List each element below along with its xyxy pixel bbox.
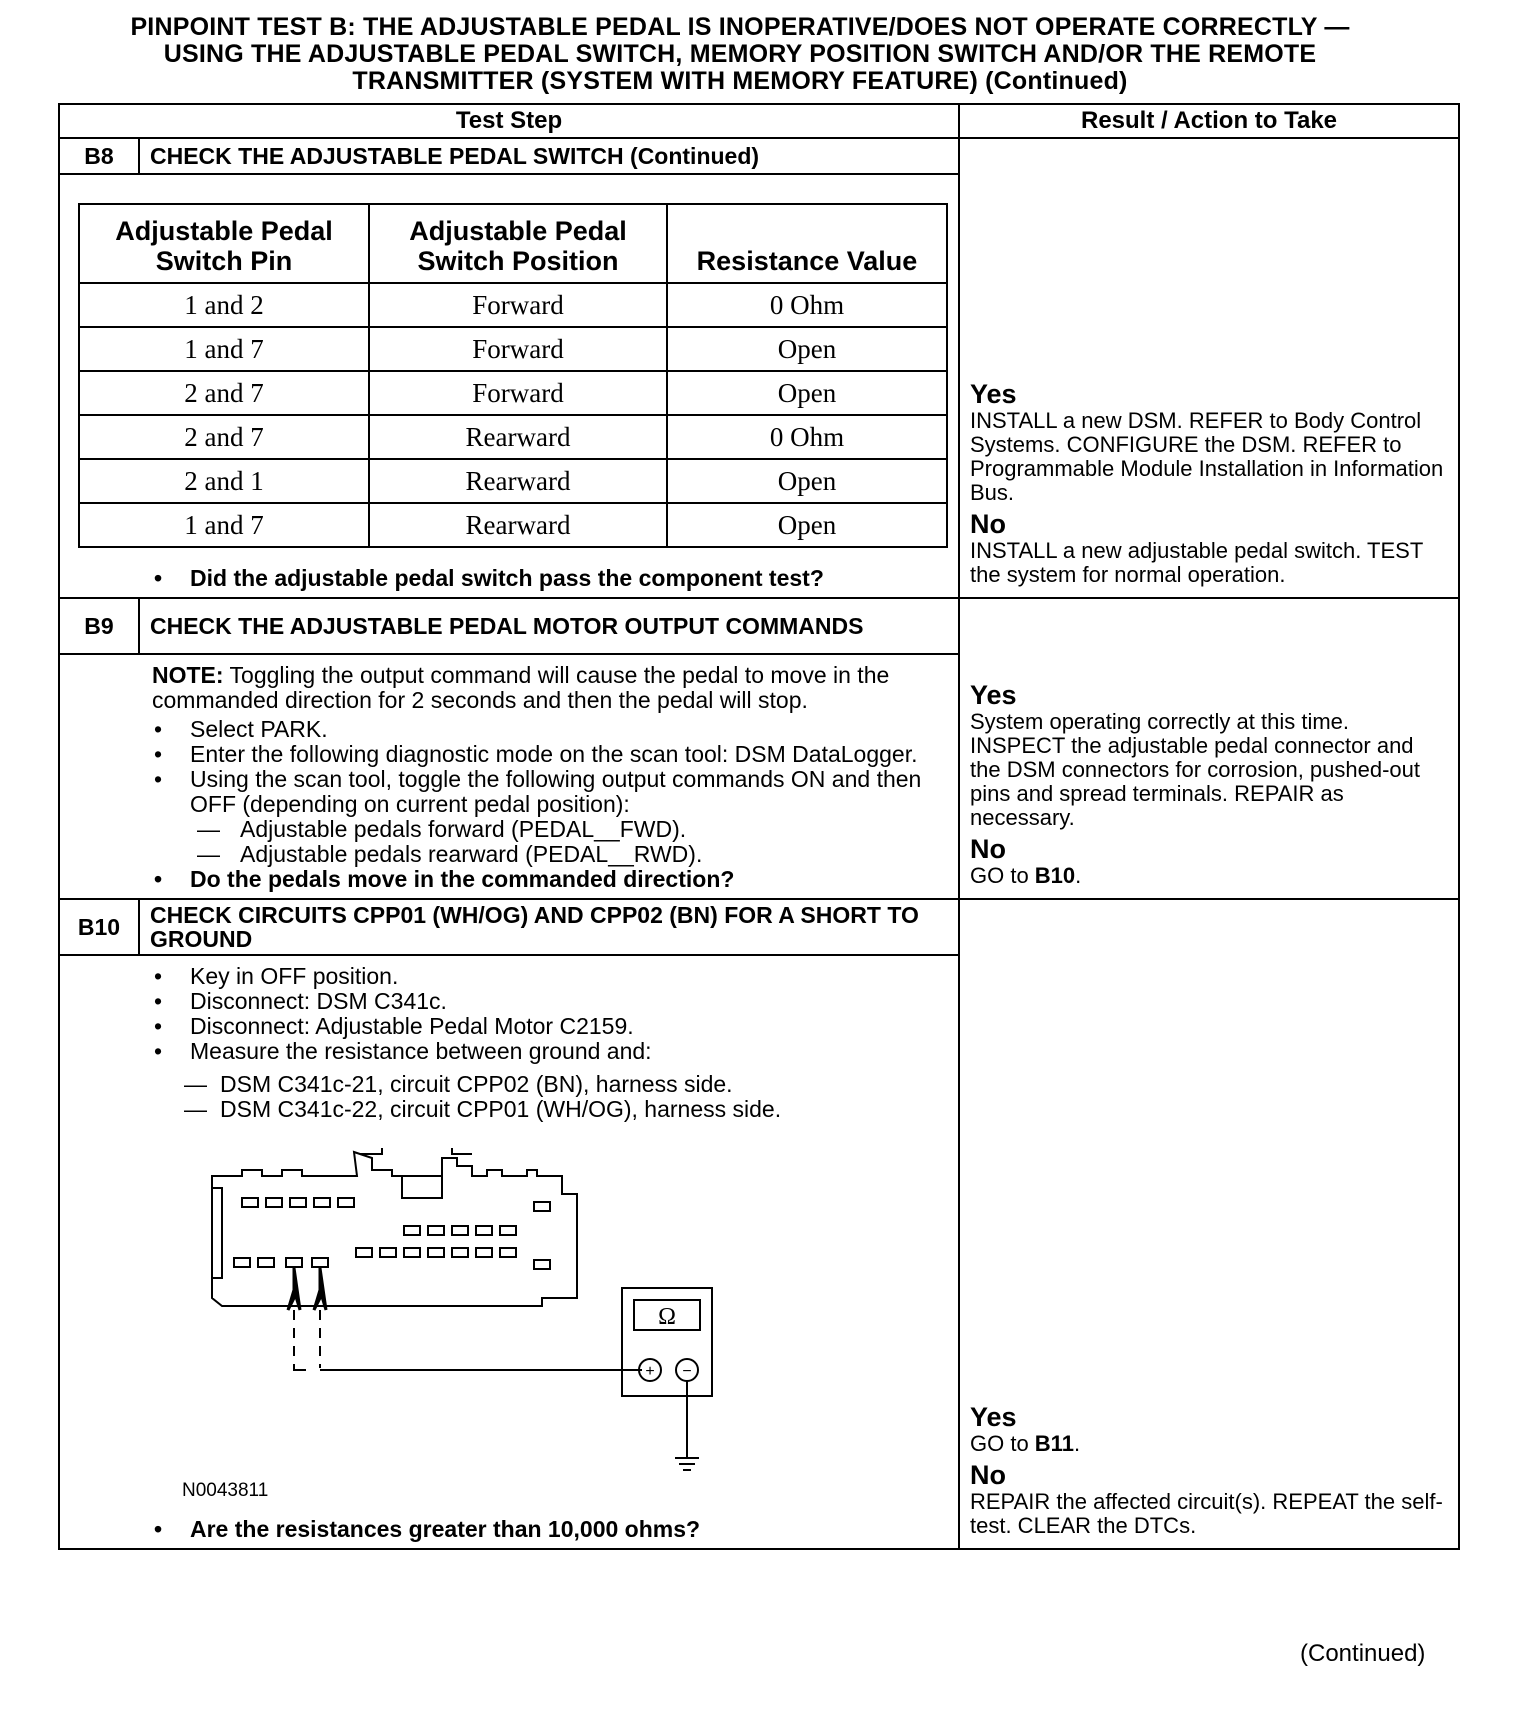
position-cell: Forward: [369, 327, 667, 371]
pin-cell: 2 and 1: [79, 459, 369, 503]
yes-text-b10-prefix: GO to: [970, 1431, 1035, 1456]
no-text-b9-prefix: GO to: [970, 863, 1035, 888]
b10-bullet-3: • Disconnect: Adjustable Pedal Motor C2159.: [152, 1014, 946, 1039]
position-cell: Forward: [369, 371, 667, 415]
b8-question-list: [152, 566, 946, 591]
ohm-symbol: Ω: [658, 1304, 676, 1330]
resistance-cell: Open: [667, 503, 947, 547]
pin-cell: 2 and 7: [79, 371, 369, 415]
position-cell: Rearward: [369, 503, 667, 547]
b10-bullet-list: [152, 964, 946, 1064]
step-body-b10: [59, 955, 959, 1549]
col-header-pin: Adjustable Pedal Switch Pin: [79, 204, 369, 283]
no-text-b10: REPAIR the affected circuit(s). REPEAT the self-test. CLEAR the DTCs.: [970, 1489, 1443, 1538]
step-b10-title-row: [59, 899, 1459, 955]
title-line-1: PINPOINT TEST B: THE ADJUSTABLE PEDAL IS INOPERATIVE/DOES NOT OPERATE CORRECTLY —: [130, 13, 1350, 41]
no-text-b9-ref: B10: [1034, 863, 1076, 888]
b9-bullet-3: • Using the scan tool, toggle the following output commands ON and then OFF (depending on current pedal position):: [152, 767, 946, 817]
pin-cell: 1 and 7: [79, 503, 369, 547]
table-row: [79, 459, 947, 503]
yes-label-b10: Yes: [970, 1402, 1017, 1432]
plus-symbol: +: [645, 1363, 655, 1380]
b9-bullet-list: [152, 717, 946, 892]
b10-bullet-2: • Disconnect: DSM C341c.: [152, 989, 946, 1014]
b10-dash-list: [152, 1072, 946, 1122]
lead-to-meter: [294, 1368, 642, 1370]
question-b10: • Are the resistances greater than 10,000 ohms?: [152, 1517, 946, 1542]
switch-table-header: [79, 204, 947, 283]
result-b8: [959, 138, 1459, 598]
step-title-b10: CHECK CIRCUITS CPP01 (WH/OG) AND CPP02 (BN) FOR A SHORT TO GROUND: [139, 899, 959, 955]
pin-cell: 2 and 7: [79, 415, 369, 459]
header-result: Result / Action to Take: [959, 104, 1459, 138]
step-b8-title-row: [59, 138, 1459, 174]
pin-cell: 1 and 7: [79, 327, 369, 371]
b10-bullet-4: • Measure the resistance between ground and:: [152, 1039, 946, 1064]
switch-resistance-table: [78, 203, 948, 548]
no-label-b8: No: [970, 509, 1006, 539]
probe-1: [288, 1268, 300, 1310]
b9-dash-2: — Adjustable pedals rearward (PEDAL__RWD).: [152, 842, 946, 867]
left-ridge: [212, 1188, 222, 1278]
step-number-b10: B10: [59, 899, 139, 955]
yes-text-b10-suffix: .: [1073, 1431, 1081, 1456]
step-body-b9: [59, 654, 959, 899]
no-text-b8: INSTALL a new adjustable pedal switch. TEST the system for normal operation.: [970, 538, 1423, 587]
step-title-b8: CHECK THE ADJUSTABLE PEDAL SWITCH (Continued): [139, 138, 959, 174]
probe-2: [314, 1268, 326, 1310]
title-line-2: USING THE ADJUSTABLE PEDAL SWITCH, MEMORY POSITION SWITCH AND/OR THE REMOTE: [163, 40, 1317, 68]
b10-dash-1: — DSM C341c-21, circuit CPP02 (BN), harness side.: [152, 1072, 946, 1097]
resistance-cell: Open: [667, 371, 947, 415]
yes-label-b9: Yes: [970, 680, 1017, 710]
connector-latch: [360, 1148, 472, 1154]
table-header-row: [59, 104, 1459, 138]
yes-text-b8: INSTALL a new DSM. REFER to Body Control Systems. CONFIGURE the DSM. REFER to Programmable Module Installation in Information Bus.: [970, 408, 1444, 505]
no-text-b9: [970, 864, 1448, 888]
position-cell: Rearward: [369, 459, 667, 503]
resistance-cell: 0 Ohm: [667, 283, 947, 327]
step-number-b9: B9: [59, 598, 139, 654]
no-text-b9-suffix: .: [1075, 863, 1082, 888]
minus-symbol: −: [682, 1363, 692, 1380]
question-b8: • Did the adjustable pedal switch pass the component test?: [152, 566, 946, 591]
note-label: NOTE:: [152, 662, 224, 688]
yes-text-b10-ref: B11: [1034, 1431, 1074, 1456]
b9-bullet-2: • Enter the following diagnostic mode on the scan tool: DSM DataLogger.: [152, 742, 946, 767]
note-b9: [152, 663, 946, 713]
step-title-b9: CHECK THE ADJUSTABLE PEDAL MOTOR OUTPUT COMMANDS: [139, 598, 959, 654]
table-row: [79, 371, 947, 415]
question-b9: • Do the pedals move in the commanded direction?: [152, 867, 946, 892]
connector-ohmmeter-diagram: [182, 1148, 742, 1448]
yes-text-b10: [970, 1432, 1448, 1456]
pinpoint-test-table: [58, 103, 1460, 1550]
table-row: [79, 327, 947, 371]
step-b9-title-row: [59, 598, 1459, 654]
step-number-b8: B8: [59, 138, 139, 174]
page-title: [40, 14, 1440, 95]
figure-id: N0043811: [182, 1480, 269, 1501]
yes-text-b9: System operating correctly at this time. INSPECT the adjustable pedal connector and the DSM connectors for corrosion, pushed-out pins and spread terminals. REPAIR as necessary.: [970, 709, 1421, 830]
table-row: [79, 415, 947, 459]
yes-label-b8: Yes: [970, 379, 1017, 409]
note-text: Toggling the output command will cause the pedal to move in the commanded direction for 2 seconds and then the pedal will stop.: [152, 662, 890, 713]
ground-symbol: [182, 1444, 742, 1480]
table-row: [79, 503, 947, 547]
col-header-resistance: Resistance Value: [667, 204, 947, 283]
step-body-b8: [59, 174, 959, 598]
latch-window: [402, 1176, 442, 1198]
result-b10: [959, 899, 1459, 1549]
title-line-3: TRANSMITTER (SYSTEM WITH MEMORY FEATURE) (Continued): [352, 67, 1128, 95]
connector-outline: [212, 1152, 577, 1306]
header-test-step: Test Step: [59, 104, 959, 138]
no-label-b10: No: [970, 1460, 1006, 1490]
pin-cell: 1 and 2: [79, 283, 369, 327]
b9-dash-1: — Adjustable pedals forward (PEDAL__FWD).: [152, 817, 946, 842]
no-label-b9: No: [970, 834, 1006, 864]
b10-bullet-1: • Key in OFF position.: [152, 964, 946, 989]
position-cell: Forward: [369, 283, 667, 327]
position-cell: Rearward: [369, 415, 667, 459]
resistance-cell: Open: [667, 327, 947, 371]
table-row: [79, 283, 947, 327]
continued-label: (Continued): [1300, 1640, 1426, 1667]
resistance-cell: Open: [667, 459, 947, 503]
col-header-position: Adjustable Pedal Switch Position: [369, 204, 667, 283]
b9-bullet-1: • Select PARK.: [152, 717, 946, 742]
b10-dash-2: — DSM C341c-22, circuit CPP01 (WH/OG), harness side.: [152, 1097, 946, 1122]
resistance-cell: 0 Ohm: [667, 415, 947, 459]
result-b9: [959, 598, 1459, 899]
b10-question-list: [152, 1517, 946, 1542]
